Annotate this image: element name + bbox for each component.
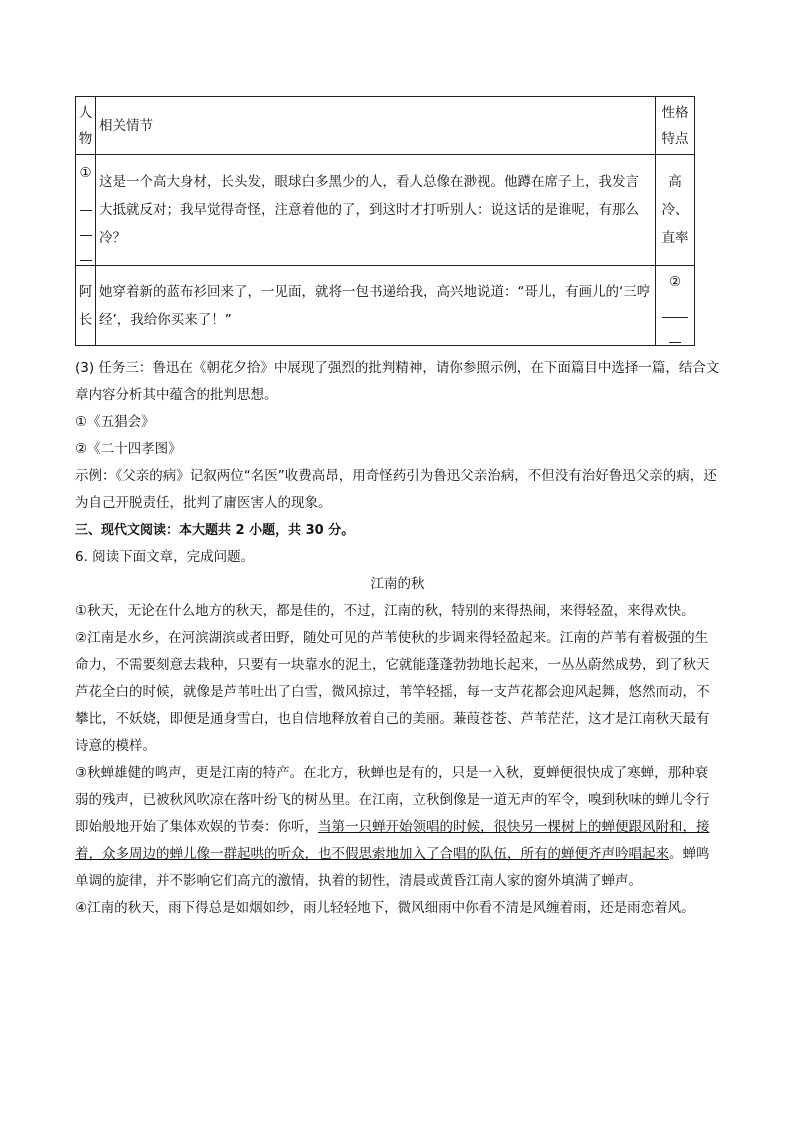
article-paragraph-3 — [75, 760, 720, 895]
header-plot — [96, 97, 656, 155]
header-plot-label: 相关情节 — [99, 117, 153, 134]
row1-plot — [96, 155, 656, 266]
table-header-row — [76, 97, 695, 155]
header-person — [76, 97, 96, 155]
row2-trait — [656, 266, 695, 346]
article-paragraph-4: ④江南的秋天，雨下得总是如烟如纱，雨儿轻轻地下，微风细雨中你看不清是风缠着雨，还是雨恋着风。 — [75, 900, 695, 916]
paragraph-3-start: ③秋蝉雄健的鸣声，更是江南的特产。在北方，秋蝉也是有的，只是一入秋，夏蝉便很快成了寒蝉，那种衰弱的残声，已被秋风吹凉在落叶纷飞的树丛里。在江南，立秋倒像是一道无声的军令，嗅到秋味的蝉儿令行即始般地开始了集体欢娱的节奏：你听， — [75, 765, 710, 835]
header-trait — [656, 97, 695, 155]
answer-blank-2b[interactable] — [669, 318, 681, 343]
article-title: 江南的秋 — [370, 576, 425, 592]
header-trait-label: 性格特点 — [661, 104, 689, 147]
row2-person — [76, 266, 96, 346]
article-paragraph-1: ①秋天，无论在什么地方的秋天，都是佳的，不过，江南的秋，特别的来得热闹，来得轻盈，来得欢快。 — [75, 603, 695, 619]
answer-blank-1[interactable] — [80, 186, 92, 211]
task3-example: 示例：《父亲的病》记叙两位“名医”收费高昂，用奇怪药引为鲁迅父亲治病，不但没有治好鲁迅父亲的病，还为自己开脱责任，批判了庸医害人的现象。 — [75, 468, 717, 511]
row1-plot-text: 这是一个高大身材，长头发，眼球白多黑少的人，看人总像在渺视。他蹲在席子上，我发言大抵就反对；我早觉得奇怪，注意着他的了，到这时才打听别人：说这话的是谁呢，有那么冷？ — [99, 174, 639, 246]
row2-person-label: 阿长 — [78, 283, 93, 328]
row2-plot-text: 她穿着新的蓝布衫回来了，一见面，就将一包书递给我，高兴地说道：“哥儿，有画儿的‘三哼经’，我给你买来了！” — [99, 283, 651, 328]
table-row — [76, 266, 695, 346]
answer-blank-1b[interactable] — [80, 211, 92, 236]
question-6: 6. 阅读下面文章，完成问题。 — [75, 549, 255, 565]
row2-trait-label: ② — [668, 273, 682, 290]
task3-option-2: ②《二十四孝图》 — [75, 441, 182, 457]
answer-blank-1c[interactable] — [80, 236, 92, 261]
task3-option-1: ①《五猖会》 — [75, 414, 155, 430]
task3-block — [75, 355, 720, 922]
task3-intro: (3) 任务三：鲁迅在《朝花夕拾》中展现了强烈的批判精神，请你参照示例，在下面篇目中选择一篇，结合文章内容分析其中蕴含的批判思想。 — [75, 360, 720, 403]
row1-person-label: ① — [79, 164, 92, 181]
row1-person — [76, 155, 96, 266]
row2-plot — [96, 266, 656, 346]
character-traits-table — [75, 96, 695, 346]
section-heading: 三、现代文阅读：本大题共 2 小题，共 30 分。 — [75, 523, 355, 538]
paragraph-3-end: 。蝉鸣单调的旋律，并不影响它们高亢的激情，执着的韧性，清晨或黄昏江南人家的窗外填满了蝉声。 — [75, 846, 710, 889]
article-paragraph-2: ②江南是水乡，在河滨湖滨或者田野，随处可见的芦苇使秋的步调来得轻盈起来。江南的芦苇有着极强的生命力，不需要刻意去栽种，只要有一块靠水的泥土，它就能蓬蓬勃勃地长起来，一丛丛蔚然成势，到了秋天芦花全白的时候，就像是芦苇吐出了白雪，微风掠过，苇竿轻摇，每一支芦花都会迎风起舞，悠然而动，不攀比，不妖娆，即便是通身雪白，也自信地释放着自己的美丽。蒹葭苍苍、芦苇茫茫，这才是江南秋天最有诗意的模样。 — [75, 630, 710, 754]
underlined-sentence: 当第一只蝉开始领唱的时候，很快另一棵树上的蝉便跟风附和，接着，众多周边的蝉儿像一群起哄的听众，也不假思索地加入了合唱的队伍，所有的蝉便齐声吟唱起来 — [75, 819, 710, 862]
answer-blank-2[interactable] — [662, 295, 688, 318]
table-row — [76, 155, 695, 266]
header-person-label: 人物 — [78, 104, 93, 147]
row1-trait-text: 高冷、直率 — [661, 174, 689, 246]
row1-trait — [656, 155, 695, 266]
